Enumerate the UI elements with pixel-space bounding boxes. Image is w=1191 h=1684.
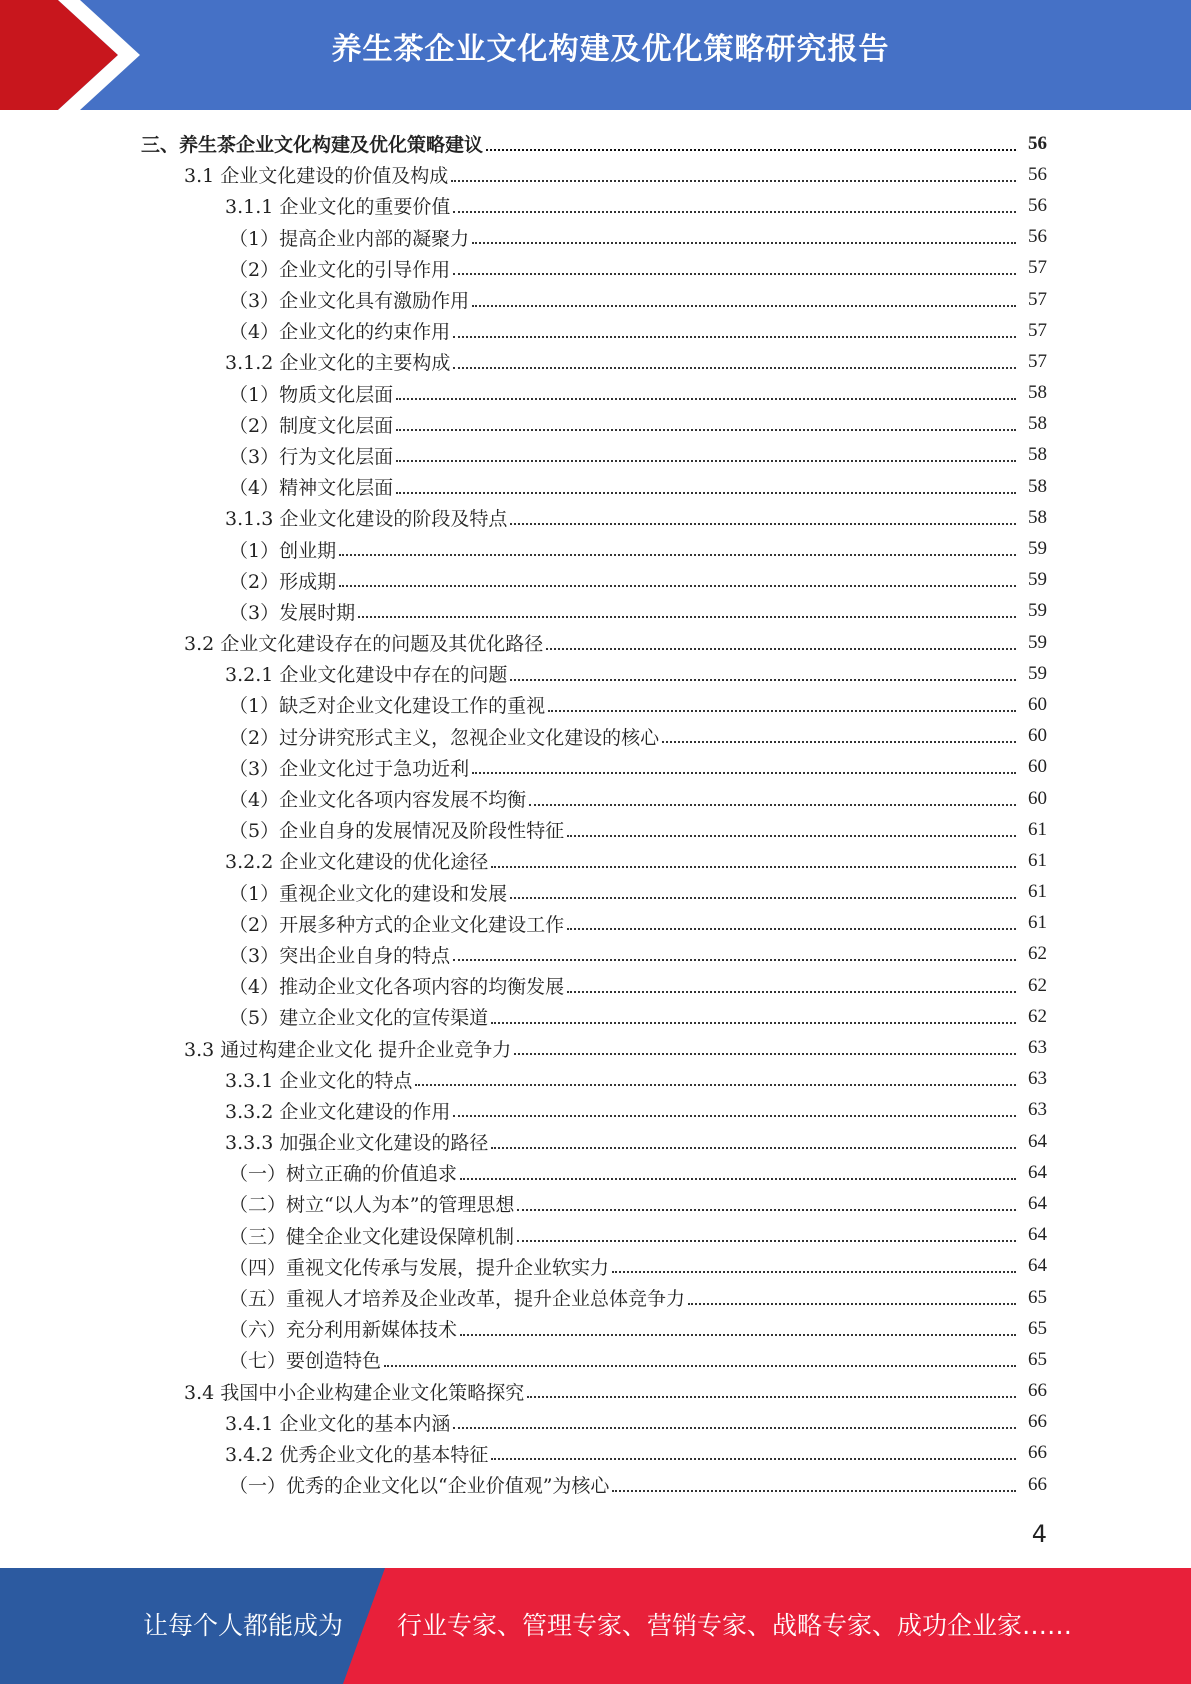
toc-entry-page: 63 [1028, 1037, 1047, 1059]
toc-entry-title: （1）提高企业内部的凝聚力 [229, 227, 470, 250]
toc-entry-page: 63 [1028, 1068, 1047, 1090]
toc-entry-page: 60 [1028, 787, 1047, 809]
toc-entry-page: 60 [1028, 693, 1047, 715]
toc-entry[interactable] [0, 533, 1191, 564]
toc-entry[interactable] [0, 970, 1191, 1001]
dot-leader [453, 273, 1016, 275]
toc-entry-page: 56 [1028, 132, 1047, 154]
toc-entry-title: 3.1 企业文化建设的价值及构成 [184, 165, 449, 188]
toc-entry-page: 59 [1028, 662, 1047, 684]
toc-entry-page: 61 [1028, 912, 1047, 934]
toc-entry[interactable] [0, 1438, 1191, 1469]
toc-entry-title: 3.1.2 企业文化的主要构成 [225, 352, 451, 375]
dot-leader [339, 585, 1016, 587]
toc-entry-title: 3.2.2 企业文化建设的优化途径 [225, 851, 489, 874]
toc-entry[interactable] [0, 658, 1191, 689]
toc-entry-page: 65 [1028, 1286, 1047, 1308]
toc-entry-page: 64 [1028, 1255, 1047, 1277]
dot-leader [472, 305, 1016, 307]
toc-entry[interactable] [0, 409, 1191, 440]
toc-entry[interactable] [0, 315, 1191, 346]
dot-leader [529, 804, 1016, 806]
toc-entry-title: 3.3.1 企业文化的特点 [225, 1069, 413, 1092]
toc-entry[interactable] [0, 908, 1191, 939]
toc-entry-page: 65 [1028, 1317, 1047, 1339]
dot-leader [453, 367, 1016, 369]
toc-entry[interactable] [0, 877, 1191, 908]
toc-entry[interactable] [0, 1407, 1191, 1438]
toc-entry[interactable] [0, 1469, 1191, 1500]
dot-leader [491, 1458, 1016, 1460]
toc-entry[interactable] [0, 222, 1191, 253]
toc-entry-page: 60 [1028, 756, 1047, 778]
toc-entry-title: （一）树立正确的价值追求 [229, 1163, 458, 1186]
dot-leader [517, 1209, 1016, 1211]
toc-entry-title: （五）重视人才培养及企业改革，提升企业总体竞争力 [229, 1288, 686, 1311]
dot-leader [491, 1147, 1016, 1149]
dot-leader [396, 460, 1016, 462]
toc-entry-page: 56 [1028, 194, 1047, 216]
dot-leader [491, 1022, 1016, 1024]
dot-leader [460, 1334, 1016, 1336]
toc-entry-page: 60 [1028, 725, 1047, 747]
toc-entry[interactable] [0, 1095, 1191, 1126]
toc-entry-title: （5）企业自身的发展情况及阶段性特征 [229, 820, 565, 843]
toc-entry[interactable] [0, 346, 1191, 377]
toc-entry-title: （4）企业文化的约束作用 [229, 321, 451, 344]
dot-leader [396, 492, 1016, 494]
toc-entry[interactable] [0, 721, 1191, 752]
toc-entry-title: （四）重视文化传承与发展，提升企业软实力 [229, 1256, 610, 1279]
toc-entry[interactable] [0, 1064, 1191, 1095]
toc-entry[interactable] [0, 689, 1191, 720]
toc-entry[interactable] [0, 1032, 1191, 1063]
dot-leader [567, 991, 1016, 993]
footer-slogan-left: 让每个人都能成为 [143, 1611, 344, 1640]
toc-entry[interactable] [0, 752, 1191, 783]
toc-entry-page: 57 [1028, 350, 1047, 372]
toc-entry-title: （5）建立企业文化的宣传渠道 [229, 1007, 489, 1030]
toc-entry-title: （一）优秀的企业文化以“企业价值观”为核心 [229, 1475, 610, 1498]
toc-entry-title: （4）企业文化各项内容发展不均衡 [229, 789, 527, 812]
toc-entry[interactable] [0, 253, 1191, 284]
dot-leader [612, 1271, 1016, 1273]
page-number: 4 [1031, 1520, 1047, 1548]
toc-entry[interactable] [0, 565, 1191, 596]
footer-slogan-right: 行业专家、管理专家、营销专家、战略专家、成功企业家…… [397, 1611, 1073, 1640]
toc-entry-title: （3）企业文化具有激励作用 [229, 290, 470, 313]
document-title: 养生茶企业文化构建及优化策略研究报告 [331, 32, 890, 67]
toc-entry-page: 61 [1028, 881, 1047, 903]
dot-leader [662, 741, 1016, 743]
toc-entry-title: 3.4.1 企业文化的基本内涵 [225, 1412, 451, 1435]
toc-entry[interactable] [0, 1126, 1191, 1157]
toc-entry-page: 56 [1028, 163, 1047, 185]
toc-entry[interactable] [0, 1282, 1191, 1313]
dot-leader [453, 1115, 1016, 1117]
toc-entry-title: 3.1.1 企业文化的重要价值 [225, 196, 451, 219]
dot-leader [517, 1240, 1016, 1242]
toc-entry-title: 3.2 企业文化建设存在的问题及其优化路径 [184, 633, 544, 656]
toc-entry-page: 66 [1028, 1442, 1047, 1464]
toc-entry-title: （七）要创造特色 [229, 1350, 382, 1373]
dot-leader [486, 149, 1016, 151]
dot-leader [527, 1396, 1016, 1398]
dot-leader [514, 1053, 1016, 1055]
dot-leader [510, 897, 1016, 899]
toc-entry-title: （4）精神文化层面 [229, 477, 394, 500]
toc-entry-page: 64 [1028, 1130, 1047, 1152]
toc-entry[interactable] [0, 1344, 1191, 1375]
toc-entry-title: （3）发展时期 [229, 601, 356, 624]
toc-entry-page: 63 [1028, 1099, 1047, 1121]
toc-entry-page: 66 [1028, 1380, 1047, 1402]
toc-entry-page: 61 [1028, 818, 1047, 840]
toc-entry-title: （4）推动企业文化各项内容的均衡发展 [229, 976, 565, 999]
dot-leader [460, 1178, 1016, 1180]
toc-entry[interactable] [0, 1157, 1191, 1188]
toc-entry-page: 58 [1028, 506, 1047, 528]
toc-entry-title: 3.3.3 加强企业文化建设的路径 [225, 1132, 489, 1155]
toc-entry-title: 3.1.3 企业文化建设的阶段及特点 [225, 508, 508, 531]
toc-entry-page: 58 [1028, 475, 1047, 497]
toc-entry-title: 三、养生茶企业文化构建及优化策略建议 [141, 134, 484, 157]
toc-entry-page: 62 [1028, 974, 1047, 996]
toc-entry-page: 66 [1028, 1411, 1047, 1433]
toc-entry-page: 61 [1028, 849, 1047, 871]
toc-entry-title: （1）创业期 [229, 539, 337, 562]
dot-leader [491, 866, 1016, 868]
dot-leader [548, 710, 1016, 712]
toc-entry-title: （2）开展多种方式的企业文化建设工作 [229, 913, 565, 936]
toc-entry-page: 58 [1028, 413, 1047, 435]
table-of-contents [0, 128, 1191, 1500]
dot-leader [396, 429, 1016, 431]
toc-entry-title: （2）过分讲究形式主义，忽视企业文化建设的核心 [229, 726, 660, 749]
toc-entry-title: （三）健全企业文化建设保障机制 [229, 1225, 515, 1248]
dot-leader [567, 835, 1016, 837]
toc-entry-page: 62 [1028, 1005, 1047, 1027]
toc-entry-page: 56 [1028, 226, 1047, 248]
header-banner [0, 0, 1191, 110]
toc-entry[interactable] [0, 596, 1191, 627]
toc-entry-title: 3.3 通过构建企业文化 提升企业竞争力 [184, 1038, 512, 1061]
toc-entry-title: 3.4.2 优秀企业文化的基本特征 [225, 1443, 489, 1466]
toc-entry[interactable] [0, 471, 1191, 502]
toc-entry-title: （3）突出企业自身的特点 [229, 944, 451, 967]
dot-leader [472, 242, 1016, 244]
toc-entry-title: 3.2.1 企业文化建设中存在的问题 [225, 664, 508, 687]
dot-leader [358, 616, 1016, 618]
toc-entry[interactable] [0, 378, 1191, 409]
toc-entry-page: 62 [1028, 943, 1047, 965]
toc-entry-title: （2）制度文化层面 [229, 414, 394, 437]
toc-entry[interactable] [0, 814, 1191, 845]
toc-entry-page: 64 [1028, 1161, 1047, 1183]
toc-entry[interactable] [0, 502, 1191, 533]
toc-entry-page: 64 [1028, 1224, 1047, 1246]
toc-entry[interactable] [0, 1001, 1191, 1032]
toc-entry-title: （2）形成期 [229, 570, 337, 593]
toc-entry[interactable] [0, 190, 1191, 221]
dot-leader [612, 1490, 1016, 1492]
toc-entry[interactable] [0, 1220, 1191, 1251]
toc-entry-title: （二）树立“以人为本”的管理思想 [229, 1194, 515, 1217]
toc-entry[interactable] [0, 1313, 1191, 1344]
toc-entry-page: 57 [1028, 288, 1047, 310]
toc-entry-title: （1）物质文化层面 [229, 383, 394, 406]
dot-leader [472, 772, 1016, 774]
toc-entry-page: 59 [1028, 569, 1047, 591]
toc-entry-page: 58 [1028, 444, 1047, 466]
toc-entry-page: 59 [1028, 631, 1047, 653]
toc-entry[interactable] [0, 128, 1191, 159]
dot-leader [451, 180, 1016, 182]
toc-entry[interactable] [0, 1251, 1191, 1282]
dot-leader [453, 336, 1016, 338]
toc-entry-title: （1）重视企业文化的建设和发展 [229, 882, 508, 905]
dot-leader [384, 1365, 1016, 1367]
toc-entry-title: 3.4 我国中小企业构建企业文化策略探究 [184, 1381, 525, 1404]
toc-entry-title: （3）企业文化过于急功近利 [229, 757, 470, 780]
toc-entry-page: 65 [1028, 1348, 1047, 1370]
dot-leader [339, 554, 1016, 556]
dot-leader [510, 679, 1016, 681]
dot-leader [688, 1303, 1016, 1305]
toc-entry[interactable] [0, 159, 1191, 190]
toc-entry-title: 3.3.2 企业文化建设的作用 [225, 1100, 451, 1123]
dot-leader [453, 1427, 1016, 1429]
dot-leader [453, 211, 1016, 213]
dot-leader [510, 523, 1016, 525]
toc-entry[interactable] [0, 627, 1191, 658]
dot-leader [453, 959, 1016, 961]
toc-entry-page: 66 [1028, 1473, 1047, 1495]
toc-entry-page: 59 [1028, 538, 1047, 560]
toc-entry-title: （3）行为文化层面 [229, 445, 394, 468]
toc-entry[interactable] [0, 783, 1191, 814]
toc-entry[interactable] [0, 1376, 1191, 1407]
toc-entry[interactable] [0, 845, 1191, 876]
toc-entry-page: 59 [1028, 600, 1047, 622]
toc-entry[interactable] [0, 440, 1191, 471]
toc-entry-page: 64 [1028, 1192, 1047, 1214]
toc-entry[interactable] [0, 284, 1191, 315]
toc-entry-page: 57 [1028, 319, 1047, 341]
dot-leader [396, 398, 1016, 400]
toc-entry-title: （1）缺乏对企业文化建设工作的重视 [229, 695, 546, 718]
toc-entry-page: 57 [1028, 257, 1047, 279]
dot-leader [546, 648, 1016, 650]
dot-leader [415, 1084, 1016, 1086]
dot-leader [567, 928, 1016, 930]
toc-entry-title: （六）充分利用新媒体技术 [229, 1319, 458, 1342]
footer-banner [0, 1568, 1191, 1684]
toc-entry[interactable] [0, 939, 1191, 970]
toc-entry-page: 58 [1028, 382, 1047, 404]
toc-entry-title: （2）企业文化的引导作用 [229, 258, 451, 281]
toc-entry[interactable] [0, 1188, 1191, 1219]
